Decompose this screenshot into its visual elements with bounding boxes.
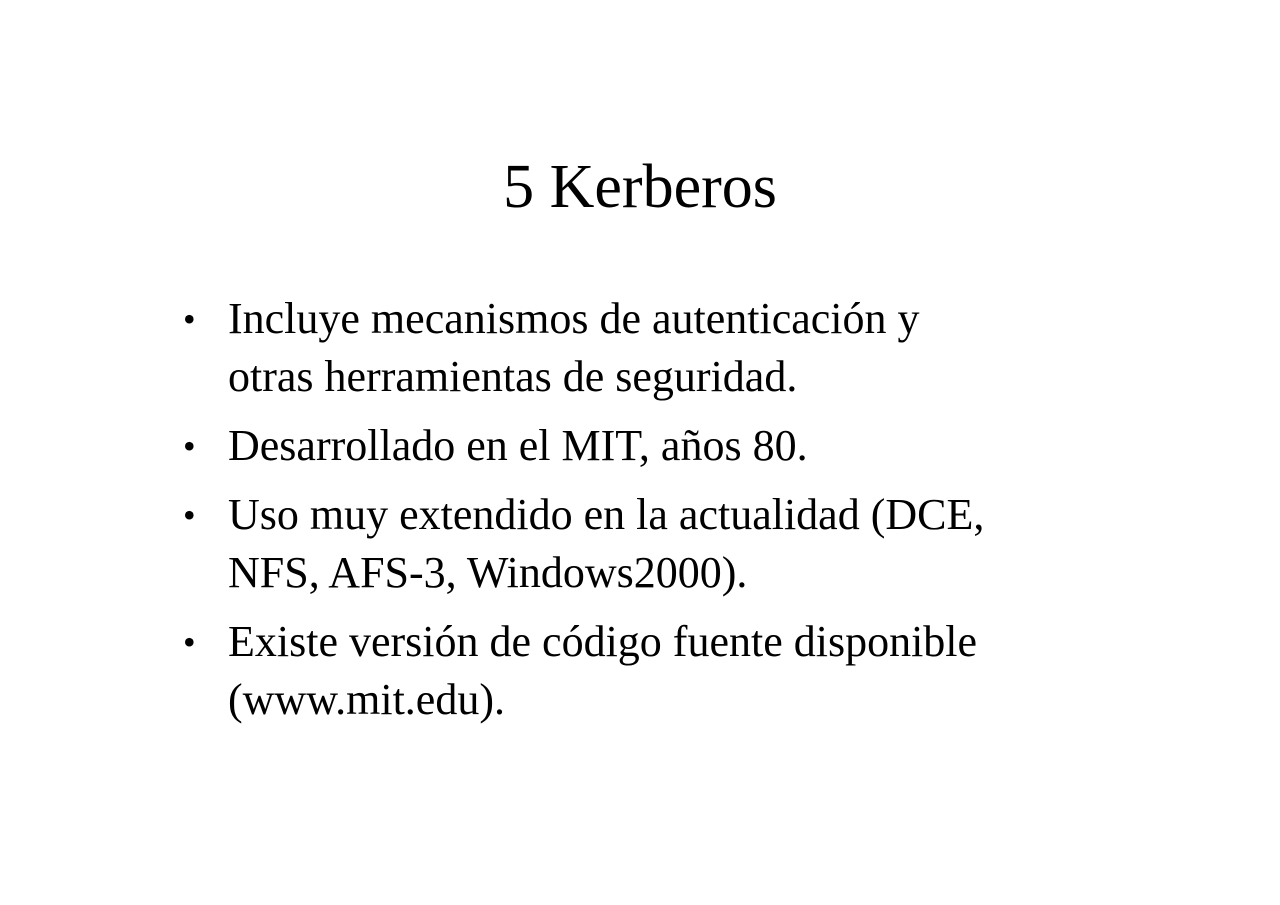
bullet-list [183, 290, 1143, 740]
slide-title: 5 Kerberos [503, 153, 777, 221]
bullet-item [183, 613, 1143, 729]
bullet-item [183, 290, 1143, 406]
bullet-icon: • [183, 299, 196, 339]
bullet-text: Desarrollado en el MIT, años 80. [228, 421, 808, 470]
bullet-item [183, 417, 1143, 475]
bullet-text: Uso muy extendido en la actualidad (DCE, NFS, AFS-3, Windows2000). [228, 490, 985, 597]
bullet-text: Incluye mecanismos de autenticación y otras herramientas de seguridad. [228, 294, 920, 401]
bullet-icon: • [183, 495, 196, 535]
bullet-icon: • [183, 622, 196, 662]
bullet-icon: • [183, 426, 196, 466]
bullet-text: Existe versión de código fuente disponible (www.mit.edu). [228, 617, 978, 724]
bullet-item [183, 486, 1143, 602]
